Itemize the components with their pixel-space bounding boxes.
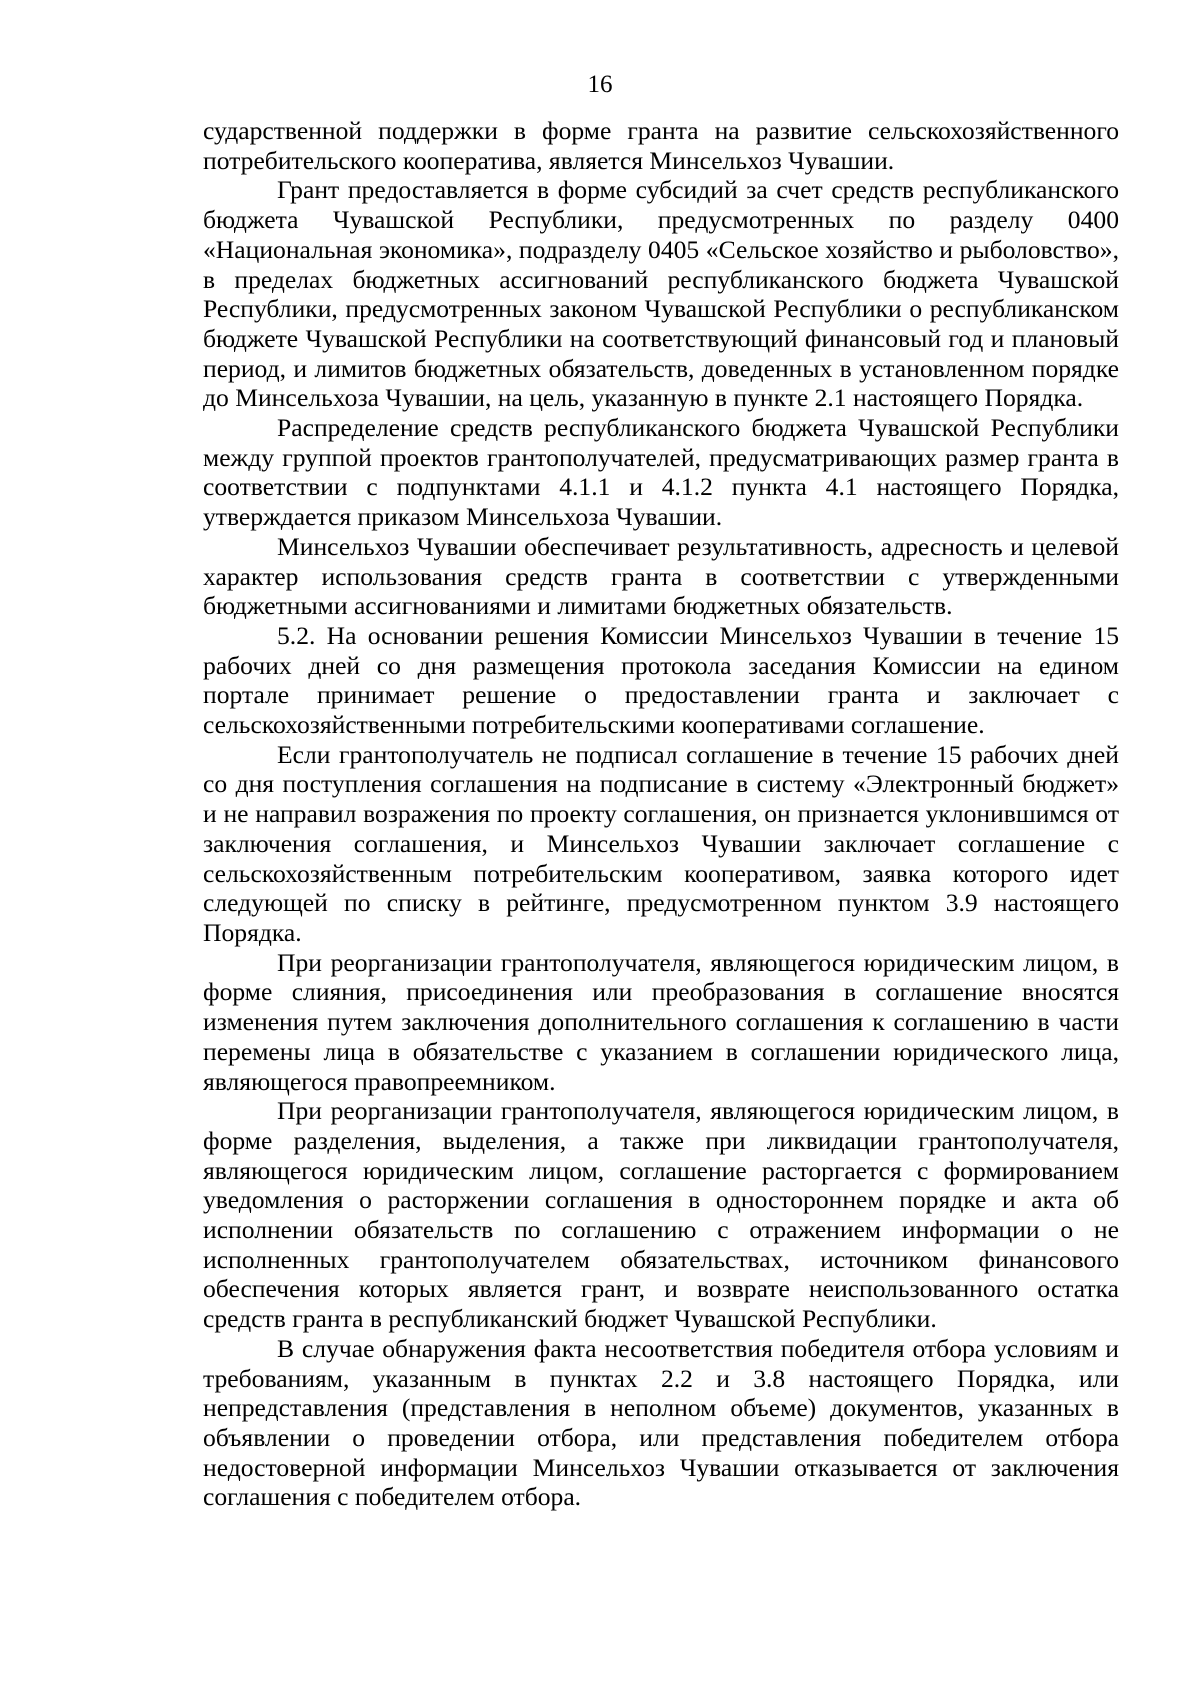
paragraph-1: сударственной поддержки в форме гранта на развитие сельскохозяйственного потребительского кооператива, является Минсельхоз Чувашии. <box>203 116 1119 175</box>
paragraph-2: Грант предоставляется в форме субсидий за счет средств республиканского бюджета Чувашской Республики, предусмотренных по разделу 0400 «Национальная экономика», подразделу 0405 «Сельское хозяйство и рыболовство», в пределах бюджетных ассигнований республиканского бюджета Чувашской Республики, предусмотренных законом Чувашской Республики о республиканском бюджете Чувашской Республики на соответствующий финансовый год и плановый период, и лимитов бюджетных обязательств, доведенных в установленном порядке до Минсельхоза Чувашии, на цель, указанную в пункте 2.1 настоящего Порядка. <box>203 175 1119 413</box>
document-body <box>203 116 1119 1512</box>
paragraph-9: В случае обнаружения факта несоответствия победителя отбора условиям и требованиям, указанным в пунктах 2.2 и 3.8 настоящего Порядка, или непредставления (представления в неполном объеме) документов, указанных в объявлении о проведении отбора, или представления победителем отбора недостоверной информации Минсельхоз Чувашии отказывается от заключения соглашения с победителем отбора. <box>203 1333 1119 1512</box>
paragraph-8: При реорганизации грантополучателя, являющегося юридическим лицом, в форме разделения, выделения, а также при ликвидации грантополучателя, являющегося юридическим лицом, соглашение расторгается с формированием уведомления о расторжении соглашения в одностороннем порядке и акта об исполнении обязательств по соглашению с отражением информации о не исполненных грантополучателем обязательствах, источником финансового обеспечения которых является грант, и возврате неиспользованного остатка средств гранта в республиканский бюджет Чувашской Республики. <box>203 1096 1119 1334</box>
paragraph-4: Минсельхоз Чувашии обеспечивает результативность, адресность и целевой характер использования средств гранта в соответствии с утвержденными бюджетными ассигнованиями и лимитами бюджетных обязательств. <box>203 531 1119 621</box>
paragraph-3: Распределение средств республиканского бюджета Чувашской Республики между группой проектов грантополучателей, предусматривающих размер гранта в соответствии с подпунктами 4.1.1 и 4.1.2 пункта 4.1 настоящего Порядка, утверждается приказом Минсельхоза Чувашии. <box>203 413 1119 532</box>
paragraph-6: Если грантополучатель не подписал соглашение в течение 15 рабочих дней со дня поступления соглашения на подписание в систему «Электронный бюджет» и не направил возражения по проекту соглашения, он признается уклонившимся от заключения соглашения, и Минсельхоз Чувашии заключает соглашение с сельскохозяйственным потребительским кооперативом, заявка которого идет следующей по списку в рейтинге, предусмотренном пунктом 3.9 настоящего Порядка. <box>203 739 1119 947</box>
paragraph-5-2: 5.2. На основании решения Комиссии Минсельхоз Чувашии в течение 15 рабочих дней со дня размещения протокола заседания Комиссии на едином портале принимает решение о предоставлении гранта и заключает с сельскохозяйственными потребительскими кооперативами соглашение. <box>203 620 1119 740</box>
paragraph-7: При реорганизации грантополучателя, являющегося юридическим лицом, в форме слияния, присоединения или преобразования в соглашение вносятся изменения путем заключения дополнительного соглашения к соглашению в части перемены лица в обязательстве с указанием в соглашении юридического лица, являющегося правопреемником. <box>203 947 1119 1096</box>
page-number: 16 <box>587 71 613 98</box>
